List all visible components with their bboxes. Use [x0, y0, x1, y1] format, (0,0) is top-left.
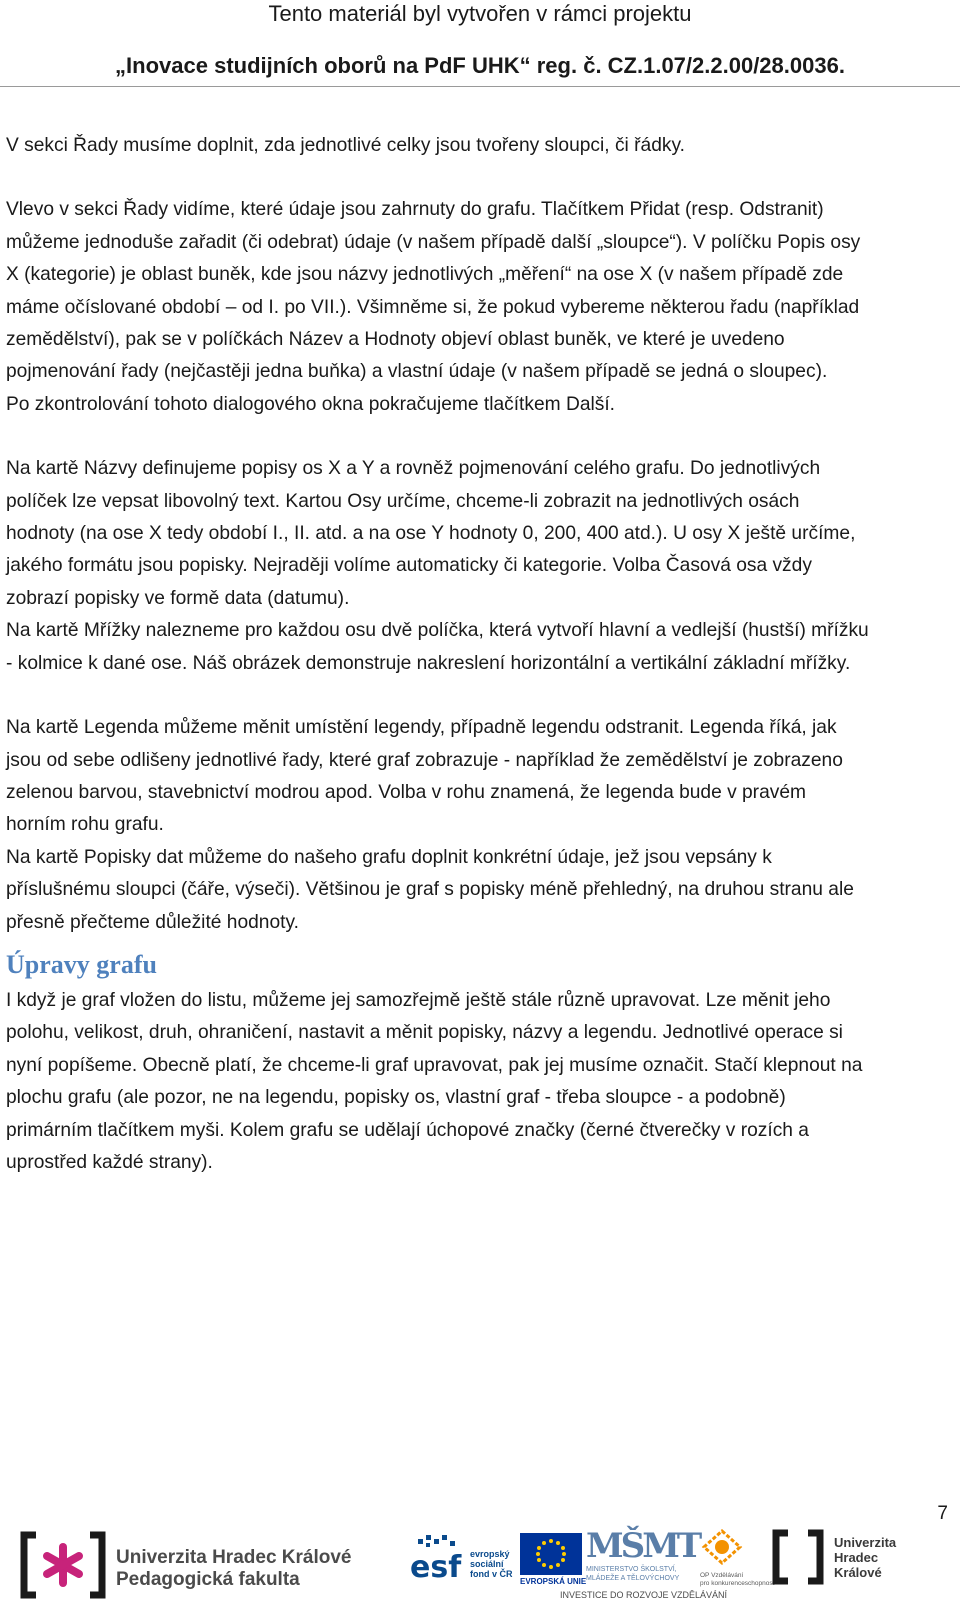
page-header	[0, 0, 960, 87]
page-footer	[0, 1525, 960, 1605]
uhk2-line3: Králové	[834, 1565, 882, 1580]
faculty-name-line: Pedagogická fakulta	[116, 1569, 300, 1590]
paragraph-series: Vlevo v sekci Řady vidíme, které údaje jsou zahrnuty do grafu. Tlačítkem Přidat (resp. Odstranit) můžeme jednoduše zařadit (či odebrat) údaje (v našem případě další „sloupce“). V políčku Popis osy X (kategorie) je oblast buněk, kde jsou názvy jednotlivých „měření“ na ose X (v našem případě zde máme očíslované období – od I. po VII.). Všimněme si, že pokud vybereme některou řadu (například zemědělství), pak se v políčkách Název a Hodnoty objeví oblast buněk, ve které je uvedeno pojmenování řady (nejčastěji jedna buňka) a vlastní údaje (v našem případě se jedná o sloupec). Po zkontrolování tohoto dialogového okna pokračujeme tlačítkem Další.	[6, 199, 861, 415]
esf-logo	[408, 1533, 520, 1591]
paragraph-data-labels: Na kartě Popisky dat můžeme do našeho grafu doplnit konkrétní údaje, jež jsou vepsány k příslušnému sloupci (čáře, výseči). Většinou je graf s popisky méně přehledný, na druhou stranu ale přesně přečteme důležité hodnoty.	[6, 846, 854, 933]
uhk-bracket-logo-icon	[768, 1529, 828, 1585]
esf-caption-line2: sociální	[470, 1559, 504, 1569]
msmt-caption-line1: MINISTERSTVO ŠKOLSTVÍ,	[586, 1566, 677, 1573]
esf-caption	[470, 1549, 513, 1579]
msmt-logo-icon: MŠMT	[586, 1526, 700, 1566]
eu-stars-icon	[520, 1533, 582, 1575]
eu-logo	[520, 1533, 587, 1593]
uhk-secondary-logo	[768, 1529, 928, 1591]
esf-logo-icon	[408, 1533, 466, 1587]
uhk2-line2: Hradec	[834, 1550, 879, 1565]
paragraph-rady: V sekci Řady musíme doplnit, zda jednotlivé celky jsou tvořeny sloupci, či řádky.	[6, 135, 685, 156]
svg-text:esf: esf	[410, 1550, 462, 1585]
eu-caption: EVROPSKÁ UNIE	[520, 1577, 587, 1586]
opvk-logo-icon	[700, 1529, 744, 1567]
header-project-line: Tento materiál byl vytvořen v rámci projektu	[268, 1, 692, 26]
investice-caption: INVESTICE DO ROZVOJE VZDĚLÁVÁNÍ	[560, 1590, 728, 1600]
paragraph-chart-editing: I když je graf vložen do listu, můžeme jej samozřejmě ještě stále různě upravovat. Lze měnit jeho polohu, velikost, druh, ohraničení, nastavit a měnit popisky, názvy a legendu. Jednotlivé operace si nyní popíšeme. Obecně platí, že chceme-li graf upravovat, pak jej musíme označit. Stačí klepnout na plochu grafu (ale pozor, ne na legendu, popisky os, vlastní graf - třeba sloupce - a podobně) primárním tlačítkem myši. Kolem grafu se udělají úchopové značky (černé čtverečky v rozích a uprostřed každé strany).	[6, 989, 863, 1173]
esf-caption-line3: fond v ČR	[470, 1569, 513, 1579]
opvk-caption-line1: OP Vzdělávání	[700, 1572, 744, 1579]
paragraph-gridlines: Na kartě Mřížky nalezneme pro každou osu dvě políčka, která vytvoří hlavní a vedlejší (hustší) mřížku - kolmice k dané ose. Náš obrázek demonstruje nakreslení horizontální a vertikální základní mřížky.	[6, 620, 869, 674]
paragraph-titles-axes: Na kartě Názvy definujeme popisy os X a Y a rovněž pojmenování celého grafu. Do jednotlivých políček lze vepsat libovolný text. Kartou Osy určíme, chceme-li zobrazit na jednotlivých osách hodnoty (na ose X tedy období I., II. atd. a na ose Y hodnoty 0, 200, 400 atd.). U osy X ještě určíme, jakého formátu jsou popisky. Nejraději volíme automaticky či kategorie. Volba Časová osa vždy zobrazí popisky ve formě data (datumu).	[6, 458, 856, 609]
opvk-caption-line2: pro konkurenceschopnost	[700, 1580, 775, 1587]
msmt-caption-line2: MLÁDEŽE A TĚLOVÝCHOVY	[586, 1575, 680, 1582]
uhk-faculty-name	[116, 1547, 352, 1591]
eu-flag-icon	[520, 1533, 582, 1575]
document-body	[6, 130, 951, 1179]
msmt-logo	[586, 1527, 698, 1593]
section-heading: Úpravy grafu	[6, 949, 157, 979]
header-registration-line: „Inovace studijních oborů na PdF UHK“ reg. č. CZ.1.07/2.2.00/28.0036.	[115, 53, 845, 78]
uhk2-line1: Univerzita	[834, 1535, 897, 1550]
uhk-name-line: Univerzita Hradec Králové	[116, 1547, 352, 1568]
page-number: 7	[937, 1503, 948, 1524]
uhk-secondary-name	[834, 1535, 896, 1580]
uhk-asterisk-logo-icon	[18, 1529, 108, 1601]
paragraph-legend: Na kartě Legenda můžeme měnit umístění legendy, případně legendu odstranit. Legenda říká, jak jsou od sebe odlišeny jednotlivé řady, které graf zobrazuje - například že zemědělství je zobrazeno zelenou barvou, stavebnictví modrou apod. Volba v rohu znamená, že legenda bude v pravém horním rohu grafu.	[6, 717, 843, 836]
esf-caption-line1: evropský	[470, 1549, 510, 1559]
